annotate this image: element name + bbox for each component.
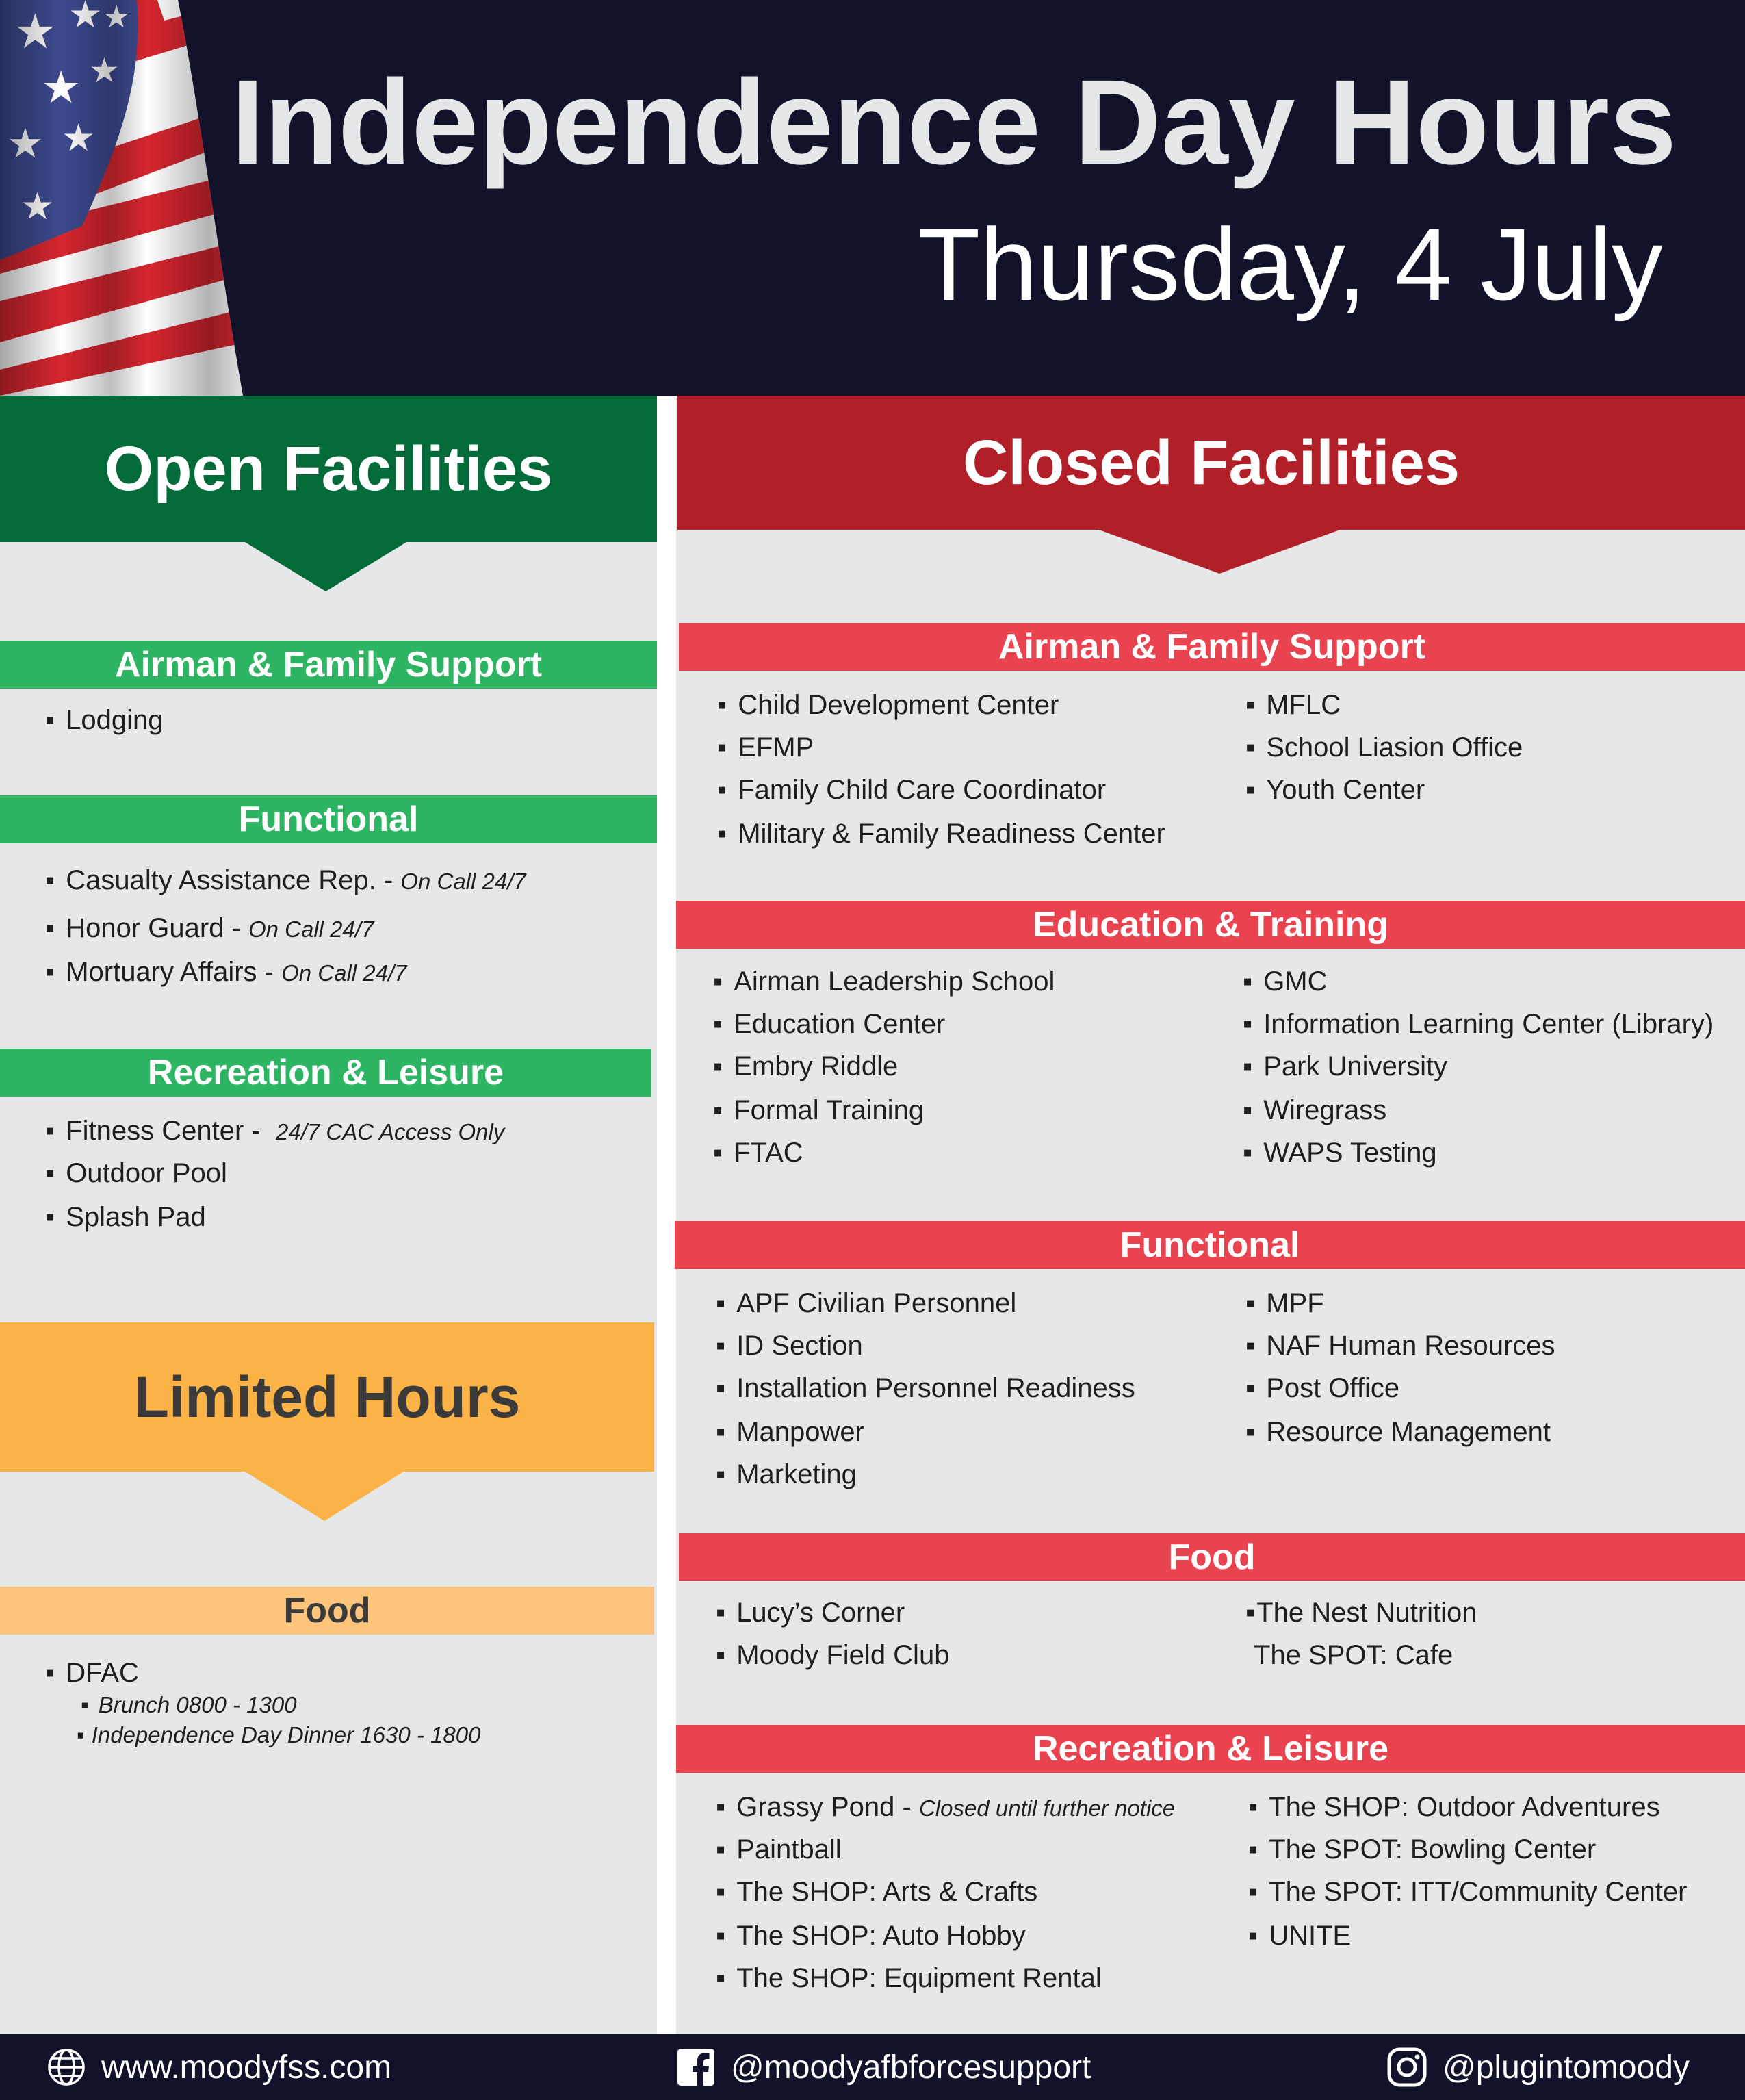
list-item: ▪ Airman Leadership School [713, 966, 1055, 997]
list-item: ▪ APF Civilian Personnel [716, 1288, 1017, 1318]
closed-section-education-training: Education & Training [676, 901, 1745, 949]
limited-hours-banner [0, 1322, 654, 1472]
open-banner-arrow [245, 542, 406, 591]
closed-facilities-banner [677, 396, 1745, 530]
list-item: ▪ Embry Riddle [713, 1051, 899, 1081]
list-item: ▪ Education Center [713, 1009, 946, 1039]
list-item: ▪ MFLC [1245, 690, 1341, 720]
closed-section-food: Food [679, 1533, 1745, 1581]
website-link[interactable]: www.moodyfss.com [101, 2049, 392, 2086]
list-item: ▪ Outdoor Pool [45, 1158, 227, 1188]
list-item: ▪ Marketing [716, 1459, 857, 1489]
list-item: ▪ Moody Field Club [716, 1640, 950, 1670]
list-item: ▪ Lucy’s Corner [716, 1598, 905, 1628]
facebook-handle[interactable]: @moodyafbforcesupport [731, 2049, 1091, 2086]
list-item: ▪ Honor Guard - On Call 24/7 [45, 913, 374, 943]
header [0, 0, 1745, 396]
open-facilities-banner [0, 396, 657, 542]
open-section-functional: Functional [0, 795, 657, 843]
list-item: ▪ EFMP [717, 732, 814, 763]
globe-icon [47, 2047, 86, 2087]
list-item: ▪ Splash Pad [45, 1202, 206, 1232]
footer-instagram[interactable] [1386, 2034, 1690, 2100]
facebook-icon [676, 2047, 716, 2087]
list-item: ▪ MPF [1245, 1288, 1324, 1318]
list-item: ▪ Information Learning Center (Library) [1243, 1009, 1714, 1039]
list-item: ▪ Casualty Assistance Rep. - On Call 24/7 [45, 865, 526, 895]
list-item: ▪ Wiregrass [1243, 1095, 1387, 1125]
closed-section-airman-family-support: Airman & Family Support [679, 623, 1745, 671]
footer-website[interactable] [47, 2034, 391, 2100]
list-item: ▪ Park University [1243, 1051, 1448, 1081]
list-item: ▪ GMC [1243, 966, 1328, 997]
list-item: ▪ NAF Human Resources [1245, 1331, 1555, 1361]
open-section-recreation-leisure: Recreation & Leisure [0, 1049, 651, 1097]
sub-list-item: ▪ Brunch 0800 - 1300 [81, 1692, 297, 1717]
list-item: ▪ The SPOT: Bowling Center [1248, 1834, 1597, 1865]
list-item: ▪ Paintball [716, 1834, 842, 1865]
list-item: ▪ School Liasion Office [1245, 732, 1523, 763]
instagram-handle[interactable]: @plugintomoody [1443, 2049, 1690, 2086]
footer [0, 2034, 1745, 2100]
limited-banner-arrow [245, 1472, 404, 1521]
closed-section-recreation-leisure: Recreation & Leisure [676, 1725, 1745, 1773]
closed-section-functional: Functional [675, 1221, 1745, 1269]
list-item: ▪ Family Child Care Coordinator [717, 775, 1107, 805]
footer-facebook[interactable] [676, 2034, 1091, 2100]
list-item: ▪ Mortuary Affairs - On Call 24/7 [45, 957, 407, 987]
list-item: ▪ Manpower [716, 1417, 864, 1447]
list-item: ▪ The SPOT: ITT/Community Center [1248, 1877, 1688, 1907]
list-item: ▪ Military & Family Readiness Center [717, 819, 1165, 849]
open-section-airman-family-support: Airman & Family Support [0, 641, 657, 689]
instagram-icon [1386, 2047, 1427, 2088]
american-flag-image [0, 0, 246, 396]
sub-list-item: ▪ Independence Day Dinner 1630 - 1800 [77, 1722, 481, 1747]
closed-facilities-heading: Closed Facilities [962, 427, 1460, 498]
limited-hours-heading: Limited Hours [133, 1364, 521, 1429]
list-item: ▪ Fitness Center - 24/7 CAC Access Only [45, 1116, 505, 1146]
list-item: ▪ Lodging [45, 705, 164, 735]
list-item: ▪ Formal Training [713, 1095, 925, 1125]
closed-banner-arrow [1099, 530, 1340, 574]
open-facilities-heading: Open Facilities [104, 433, 553, 504]
list-item: ▪ DFAC [45, 1658, 139, 1688]
limited-section-food: Food [0, 1587, 654, 1635]
page-subtitle-date: Thursday, 4 July [917, 207, 1663, 322]
list-item: The SPOT: Cafe [1254, 1640, 1453, 1670]
list-item: ▪ Child Development Center [717, 690, 1059, 720]
list-item: ▪ ID Section [716, 1331, 863, 1361]
list-item: ▪ The SHOP: Equipment Rental [716, 1963, 1102, 1993]
list-item: ▪ Grassy Pond - Closed until further notice [716, 1792, 1176, 1822]
list-item: ▪ The SHOP: Auto Hobby [716, 1921, 1026, 1951]
page-title: Independence Day Hours [231, 55, 1677, 190]
list-item: ▪ The SHOP: Outdoor Adventures [1248, 1792, 1660, 1822]
column-divider [657, 396, 676, 2034]
list-item: ▪ WAPS Testing [1243, 1138, 1437, 1168]
list-item: ▪ Installation Personnel Readiness [716, 1373, 1135, 1403]
list-item: ▪The Nest Nutrition [1245, 1598, 1477, 1628]
list-item: ▪ UNITE [1248, 1921, 1352, 1951]
list-item: ▪ FTAC [713, 1138, 803, 1168]
list-item: ▪ Post Office [1245, 1373, 1400, 1403]
list-item: ▪ The SHOP: Arts & Crafts [716, 1877, 1038, 1907]
list-item: ▪ Youth Center [1245, 775, 1425, 805]
list-item: ▪ Resource Management [1245, 1417, 1551, 1447]
